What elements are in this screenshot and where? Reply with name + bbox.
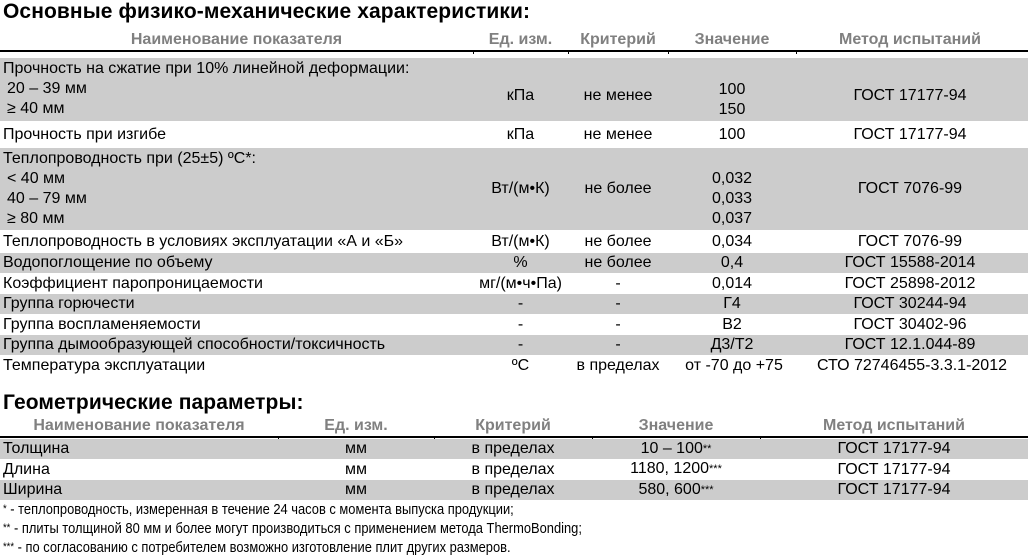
row-name: Группа воспламеняемости [3,315,201,333]
table-row [0,294,1028,314]
row-sub: < 40 мм [7,170,66,187]
row-sub: 20 – 39 мм [7,80,87,97]
row-value: от -70 до +75 [685,356,783,374]
row-criterion: не менее [583,125,653,143]
row-value [592,480,760,500]
row-name: Температура эксплуатации [3,356,206,374]
row-value: 0,4 [720,254,744,271]
table-row [0,273,1028,294]
footnote-mark: ** [3,522,11,534]
row-value [668,58,796,121]
row-name: Прочность на сжатие при 10% линейной деформации: [3,60,410,77]
row-method: ГОСТ 17177-94 [853,125,967,143]
footnote [3,519,582,538]
row-method: ГОСТ 12.1.044-89 [844,336,976,353]
row-name: Группа дымообразующей способности/токсичность [3,336,386,353]
row-unit: мм [345,440,367,457]
row-name: Ширина [3,481,63,498]
row-name: Длина [3,460,50,478]
row-criterion: - [615,274,621,292]
row-unit: кПа [506,125,535,143]
header-value: Значение [694,31,770,48]
row-value [668,148,796,230]
column-divider [568,50,569,54]
row-criterion: в пределах [471,440,555,457]
value-text: 580, 600 [638,481,701,498]
row-method: ГОСТ 25898-2012 [844,274,976,292]
row-name: Группа горючести [3,295,135,312]
row-criterion: в пределах [471,481,555,498]
header-criterion: Критерий [580,31,656,48]
criterion-text: не менее [583,86,653,104]
value-text: 150 [718,100,746,118]
header-unit: Ед. изм. [488,31,553,48]
table-row [0,122,1028,147]
row-value: 0,014 [711,274,753,292]
method-text: ГОСТ 17177-94 [853,86,967,104]
unit-text: кПа [506,86,535,104]
header-criterion: Критерий [475,417,551,434]
row-method: СТО 72746455-3.3.1-2012 [817,356,1007,374]
column-divider [473,50,474,54]
footnote [3,500,514,519]
header-unit: Ед. изм. [324,417,388,434]
row-criterion: не более [584,180,652,197]
header-value: Значение [638,417,714,434]
row-unit: ºС [511,356,530,374]
row-name-cell [3,148,256,231]
row-unit: - [517,295,524,312]
row-criterion [568,58,668,121]
table-row [0,231,1028,252]
footnote-text: - по согласованию с потребителем возможно изготовление плит других размеров. [14,539,511,556]
row-method: ГОСТ 7076-99 [857,232,963,250]
geometry-table-header [0,416,1028,438]
row-value: В2 [722,315,742,333]
table-row [0,480,1028,500]
row-unit: мм [345,481,367,498]
footnote-mark: * [3,503,7,515]
footnote [3,538,511,557]
row-name: Толщина [3,440,70,457]
header-method: Метод испытаний [823,417,965,434]
header-method: Метод испытаний [839,31,981,48]
row-criterion: не более [584,232,652,250]
row-name: Коэффициент паропроницаемости [3,274,263,292]
row-method: ГОСТ 17177-94 [837,481,951,498]
column-divider [668,50,669,54]
physical-table-header [0,30,1028,52]
row-unit: Вт/(м•К) [491,180,550,197]
row-method: ГОСТ 30244-94 [853,295,967,312]
row-method: ГОСТ 17177-94 [837,460,951,478]
row-criterion: - [615,295,621,312]
value-text: 10 – 100 [640,440,703,457]
row-unit: - [517,315,524,333]
footnote-text: - теплопроводность, измеренная в течение 24 часов с момента выпуска продукции; [6,501,514,518]
row-value [592,439,760,459]
row-name: Прочность при изгибе [3,125,166,143]
row-sub: ≥ 80 мм [7,210,65,227]
row-name: Теплопроводность в условиях эксплуатации «А и «Б» [3,232,404,250]
row-unit: мм [345,460,367,478]
table-row [0,253,1028,273]
header-name: Наименование показателя [33,417,245,434]
footnote-mark: *** [3,541,15,553]
table-row [0,314,1028,335]
physical-section-title: Основные физико-механические характеристики: [3,0,531,23]
value-text: 1180, 1200 [630,460,710,477]
row-criterion: - [615,315,621,333]
row-method: ГОСТ 7076-99 [857,180,963,197]
row-method [796,58,1024,121]
header-name: Наименование показателя [130,31,343,48]
row-value: 0,034 [711,232,753,250]
row-method: ГОСТ 15588-2014 [844,254,976,271]
column-divider [796,50,797,54]
table-row [0,148,1028,230]
row-name: Водопоглощение по объему [3,254,213,271]
row-name-cell [3,58,409,122]
row-value: Д3/Т2 [710,336,754,353]
row-criterion: не более [584,254,652,271]
table-row [0,335,1028,355]
table-row [0,459,1028,480]
value-text: 0,037 [711,210,753,227]
footnote-text: - плиты толщиной 80 мм и более могут производиться с применением метода ThermoBonding; [10,520,582,537]
footnote-mark: ** [702,443,712,455]
row-unit: Вт/(м•К) [491,232,550,250]
row-sub: 40 – 79 мм [7,190,87,207]
table-row [0,355,1028,376]
row-method: ГОСТ 17177-94 [837,440,951,457]
row-unit: % [513,254,528,271]
row-value [592,459,760,480]
value-text: 0,033 [711,190,753,207]
row-unit: - [517,336,524,353]
row-criterion: в пределах [471,460,555,478]
row-unit [473,58,568,121]
geometry-section-title: Геометрические параметры: [3,391,304,414]
row-criterion: - [615,336,621,353]
table-row [0,439,1028,459]
row-unit: мг/(м•ч•Па) [479,274,562,292]
row-value: Г4 [723,295,741,312]
table-row [0,58,1028,121]
footnote-mark: *** [700,484,714,496]
row-name: Теплопроводность при (25±5) ºС*: [3,150,256,167]
footnote-mark: *** [709,463,722,475]
row-sub: ≥ 40 мм [7,100,65,117]
row-value: 100 [718,125,746,143]
row-criterion: в пределах [576,356,660,374]
value-text: 0,032 [711,170,753,187]
value-text: 100 [718,80,746,98]
row-method: ГОСТ 30402-96 [853,315,967,333]
